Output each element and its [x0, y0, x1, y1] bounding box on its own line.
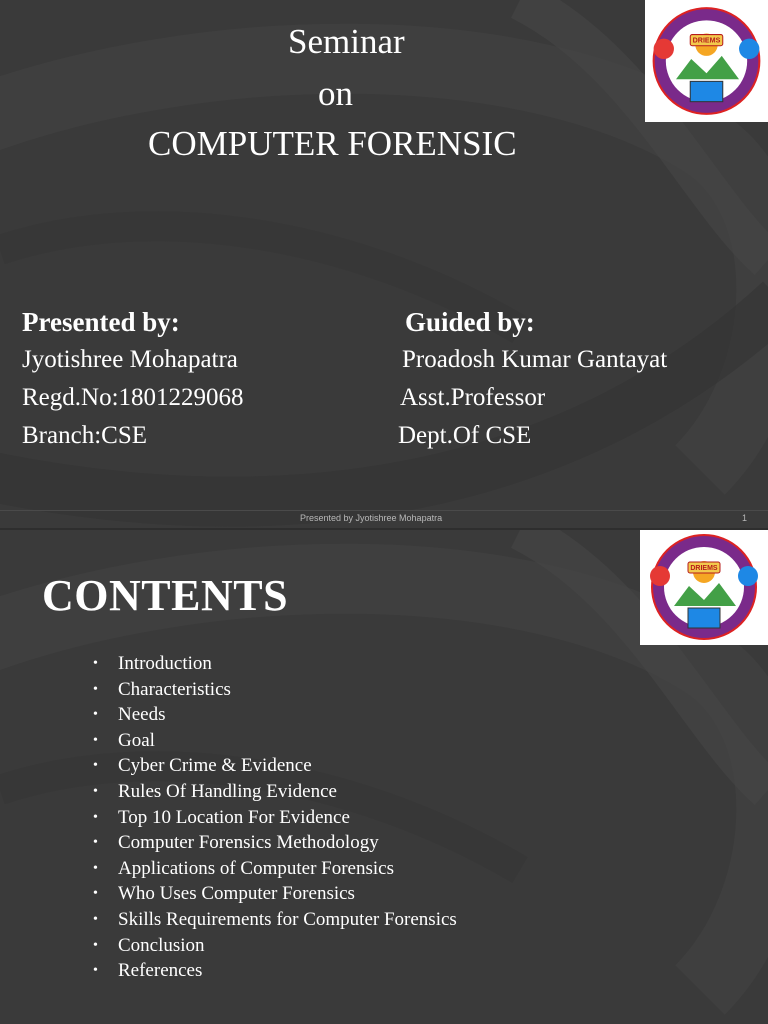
bullet-icon: • — [93, 911, 98, 927]
slide-contents — [0, 530, 768, 1024]
list-item: • Characteristics — [93, 677, 457, 703]
footer-text: Presented by Jyotishree Mohapatra — [300, 513, 443, 523]
institute-logo — [640, 530, 768, 645]
institute-logo — [645, 0, 768, 122]
list-item: • Computer Forensics Methodology — [93, 830, 457, 856]
bullet-icon: • — [93, 963, 98, 979]
presented-by-heading: Presented by: — [22, 307, 180, 337]
list-item: • Needs — [93, 702, 457, 728]
driems-logo-icon — [640, 530, 768, 645]
bullet-icon: • — [93, 681, 98, 697]
bullet-icon: • — [93, 656, 98, 671]
list-item: • Introduction — [93, 651, 457, 677]
list-item: • Top 10 Location For Evidence — [93, 805, 457, 831]
list-item: • Who Uses Computer Forensics — [93, 881, 457, 907]
guide-dept: Dept.Of CSE — [398, 422, 532, 449]
page-number: 1 — [742, 513, 748, 523]
bullet-icon: • — [93, 937, 98, 953]
guide-name: Proadosh Kumar Gantayat — [402, 346, 668, 373]
list-item: • Rules Of Handling Evidence — [93, 779, 457, 805]
title-line-on: on — [318, 74, 353, 113]
presenter-branch: Branch:CSE — [22, 422, 147, 449]
bullet-icon: • — [93, 835, 98, 851]
list-item: • Skills Requirements for Computer Forensics — [93, 907, 457, 933]
bullet-icon: • — [93, 758, 98, 774]
svg-text:DRIEMS: DRIEMS — [690, 565, 718, 572]
presenter-regd: Regd.No:1801229068 — [22, 384, 244, 411]
guide-designation: Asst.Professor — [400, 384, 546, 411]
guided-by-heading: Guided by: — [405, 307, 535, 337]
title-line-topic: COMPUTER FORENSIC — [148, 124, 517, 163]
bullet-icon: • — [93, 809, 98, 825]
list-item: • Cyber Crime & Evidence — [93, 753, 457, 779]
title-line-seminar: Seminar — [288, 22, 405, 61]
svg-text:DRIEMS: DRIEMS — [692, 36, 721, 45]
presenter-name: Jyotishree Mohapatra — [22, 346, 238, 373]
slide-footer — [0, 510, 768, 528]
list-item: • Conclusion — [93, 933, 457, 959]
bullet-icon: • — [93, 707, 98, 723]
list-item: • References — [93, 958, 457, 984]
contents-list — [93, 651, 457, 984]
bullet-icon: • — [93, 886, 98, 902]
bullet-icon: • — [93, 783, 98, 799]
bullet-icon: • — [93, 860, 98, 876]
list-item: • Goal — [93, 728, 457, 754]
driems-logo-icon — [645, 0, 768, 122]
bullet-icon: • — [93, 732, 98, 748]
list-item: • Applications of Computer Forensics — [93, 856, 457, 882]
contents-heading: CONTENTS — [42, 571, 289, 620]
